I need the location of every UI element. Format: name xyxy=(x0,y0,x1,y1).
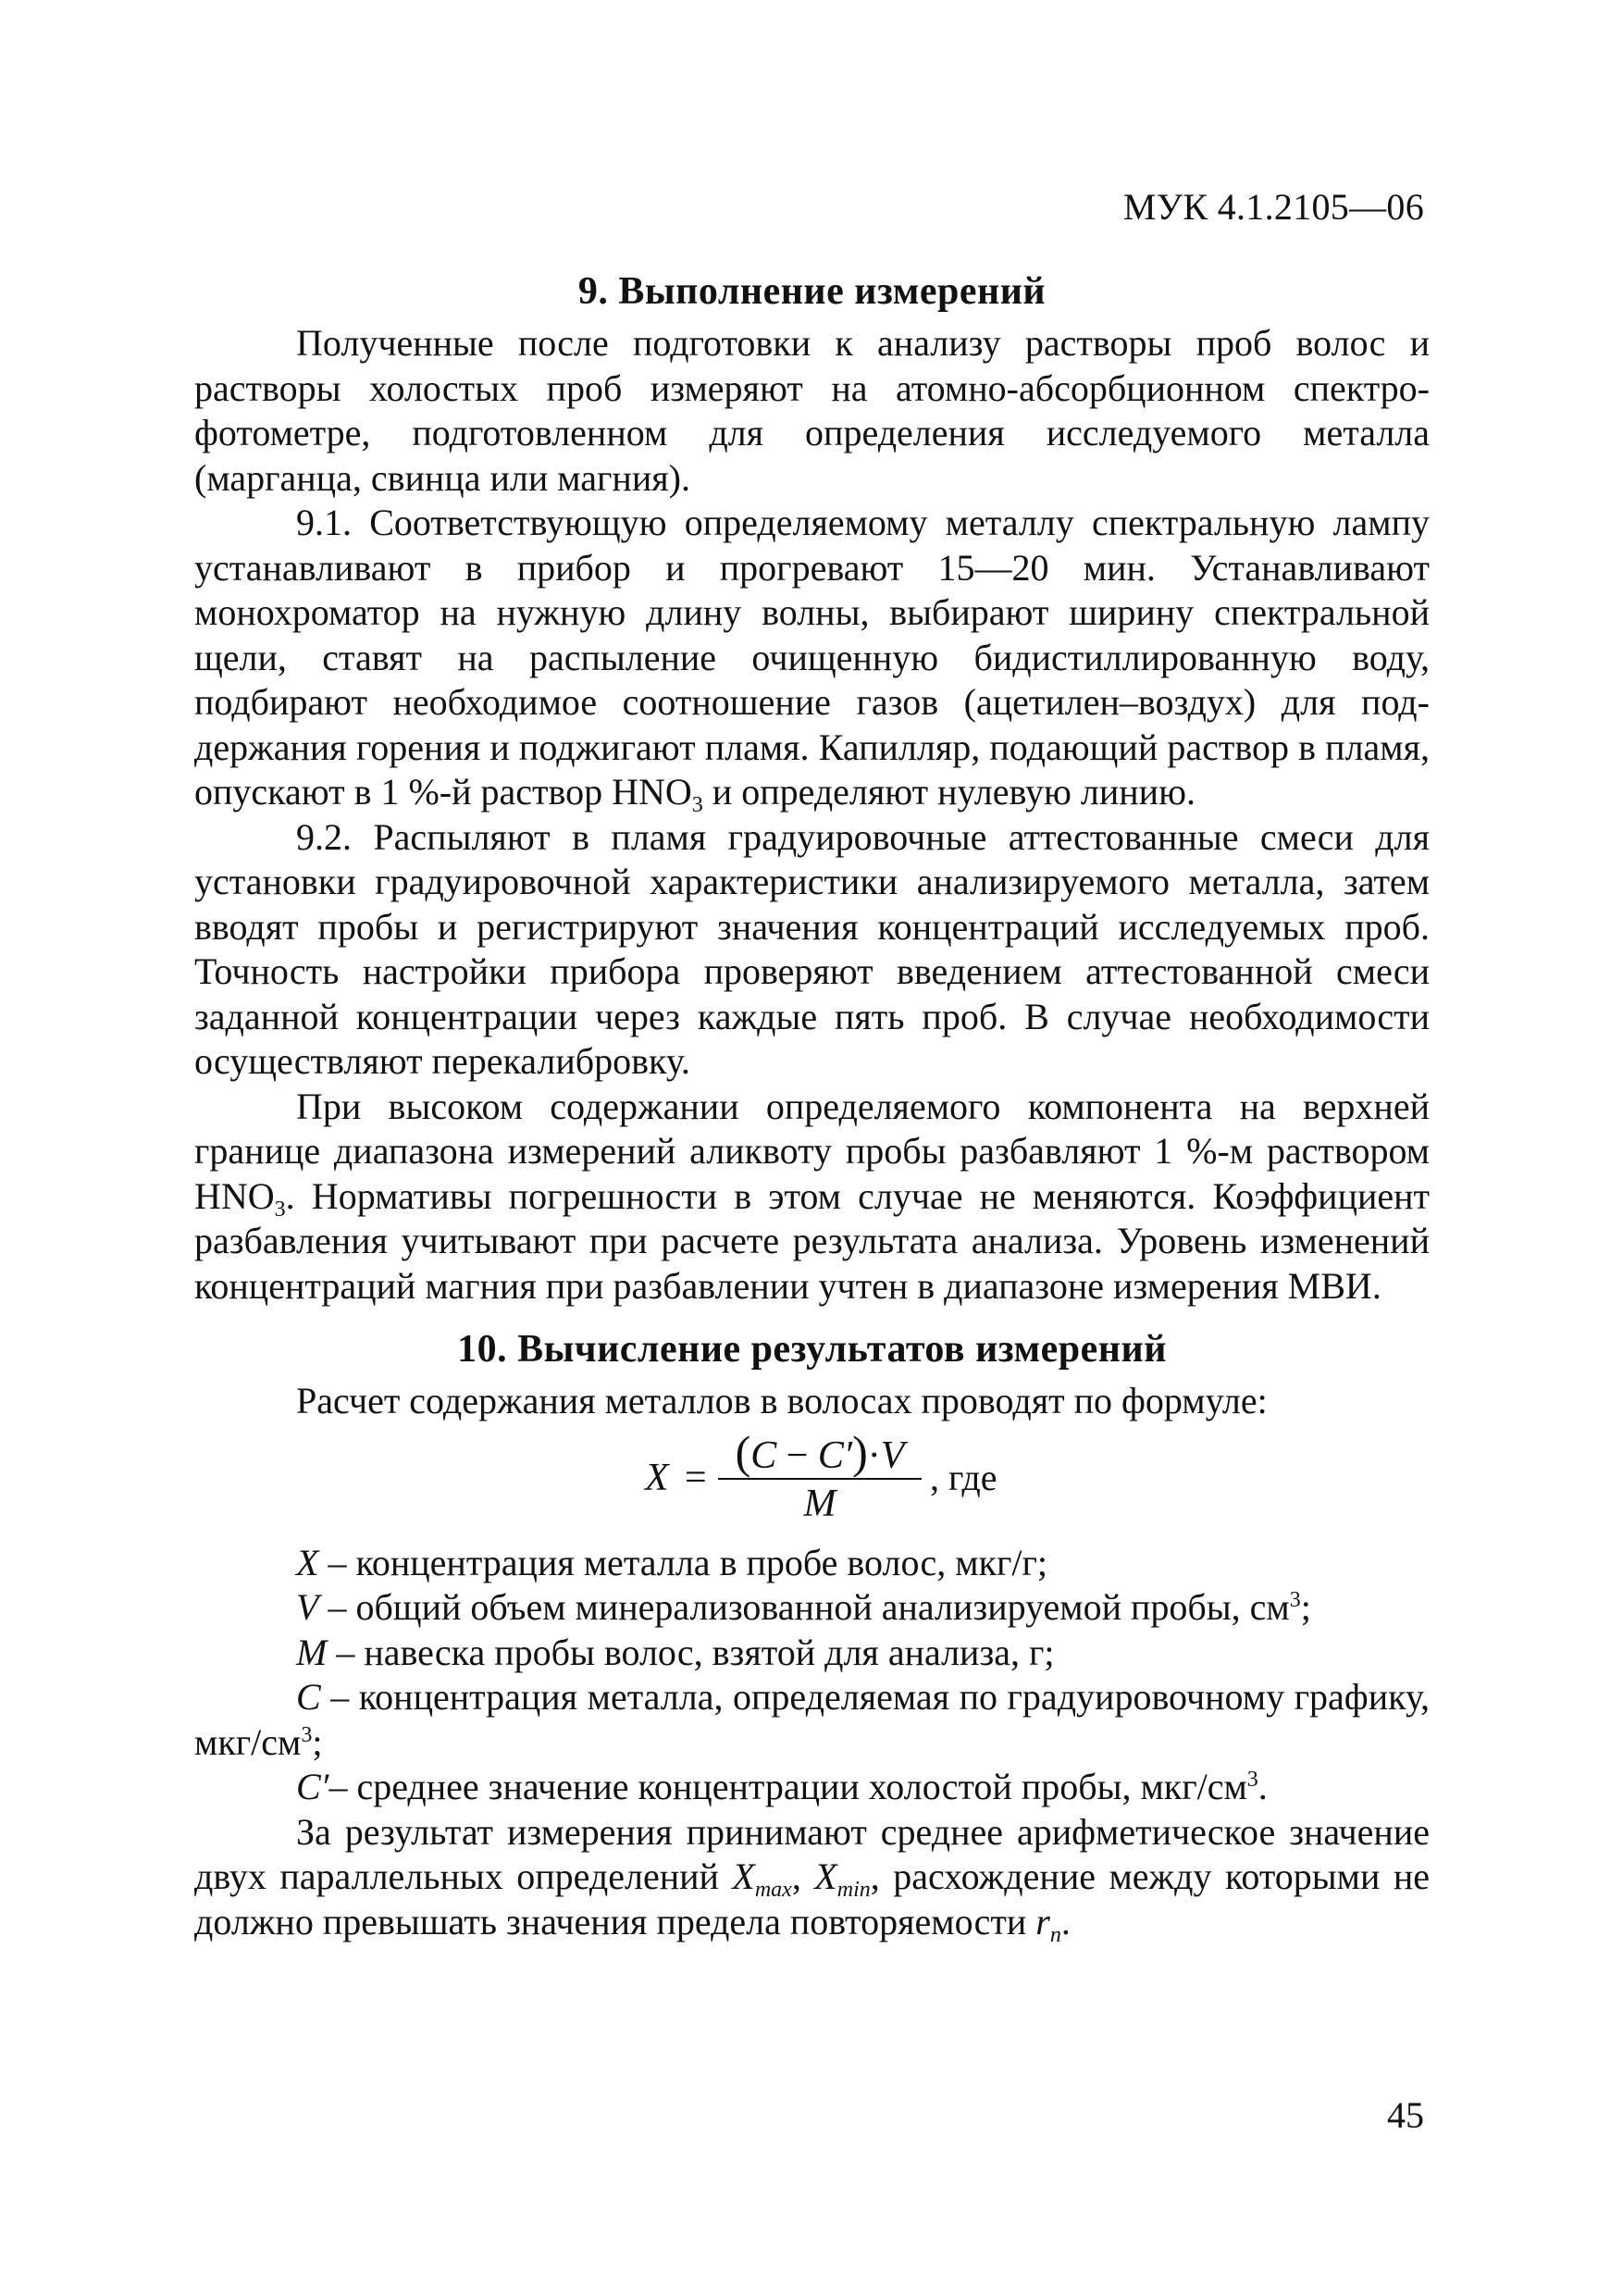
symbol: M xyxy=(296,1631,328,1673)
formula-intro: Расчет содержания металлов в волосах проводят по формуле: xyxy=(296,1380,1268,1421)
definition-text: – навеска пробы волос, взятой для анализа, г; xyxy=(327,1631,1055,1673)
definition-x xyxy=(194,1541,1430,1586)
symbol: r xyxy=(1035,1900,1050,1942)
definition-text: – концентрация металла в пробе волос, мкг/г; xyxy=(318,1541,1048,1583)
definition-text: – среднее значение концентрации холостой пробы, мкг/см xyxy=(328,1766,1247,1807)
definition-tail: . xyxy=(1258,1766,1268,1807)
paragraph-text: 9.1. Соответствующую определяемому металлу спектральную лампу устанавливают в прибор и прогревают 15—20 мин. Устанавливают монохроматор на нужную длину волны, выбирают ширину спектральной щели, ставят на распыление очищенную бидистиллированную воду, подбирают необходимое соотношение газов (ацетилен–воздух) для поддержания горения и поджигают пламя. Капилляр, подающий раствор в пламя, опускают в 1 %-й раствор HNO xyxy=(194,502,1430,813)
page-content xyxy=(194,264,1431,1947)
definition-c xyxy=(194,1675,1430,1765)
subscript: 3 xyxy=(274,1197,286,1222)
document-code-header: МУК 4.1.2105—06 xyxy=(1122,186,1424,228)
paragraph-text: При высоком содержании определяемого компонента на верхней границе диапазона измерений аликвоту пробы разбавляют 1 %-м раствором HNO xyxy=(194,1085,1430,1217)
symbol: X xyxy=(296,1541,319,1583)
subscript: max xyxy=(754,1878,792,1902)
section-9-dilution-paragraph xyxy=(194,1085,1430,1309)
section-9-1-paragraph xyxy=(194,501,1430,815)
formula-numerator xyxy=(718,1425,922,1479)
symbol: V xyxy=(296,1586,319,1628)
definition-text: – концентрация металла, определяемая по градуировочному графику, мкг/см xyxy=(194,1676,1430,1763)
definition-c-prime xyxy=(194,1765,1430,1810)
section-9-2-paragraph: 9.2. Распыляют в пламя градуировочные аттестованные смеси для установки градуировочной характеристики анализируемого металла, затем вводят пробы и регистрируют значения концентраций исследуемых проб. Точность настройки прибора проверяют введением аттестованной смеси заданной концентрации через каждые пять проб. В случае необходимости осуществляют перекалибровку. xyxy=(194,815,1430,1082)
definition-tail: ; xyxy=(1300,1586,1311,1628)
paragraph-text: За результат измерения принимают среднее арифметическое значение двух параллельных определений xyxy=(194,1810,1430,1897)
paragraph-text: и определяют нулевую линию. xyxy=(702,771,1196,813)
operator: − xyxy=(776,1433,818,1477)
section-10-title: 10. Вычисление результатов измерений xyxy=(457,1328,1167,1371)
operator: · xyxy=(867,1433,881,1477)
subscript: min xyxy=(836,1878,871,1902)
section-9-title: 9. Выполнение измерений xyxy=(577,270,1047,313)
definition-text: – общий объем минерализованной анализируемой пробы, см xyxy=(318,1586,1290,1628)
symbol: C xyxy=(750,1433,777,1477)
separator: , xyxy=(791,1855,815,1897)
section-9-paragraph-1: Полученные после подготовки к анализу растворы проб волос и растворы холостых проб измеряют на атомно-абсорбционном спектрофотометре, подготовленном для определения исследуемого металла (марганца, свинца или магния). xyxy=(194,322,1430,499)
symbol: C′ xyxy=(817,1433,853,1477)
subscript: 3 xyxy=(691,793,703,817)
definition-v xyxy=(194,1585,1430,1631)
formula-equals: = xyxy=(685,1456,707,1499)
symbol: C xyxy=(296,1676,321,1718)
paren: ) xyxy=(852,1425,868,1478)
symbol: X xyxy=(732,1855,755,1897)
definition-tail: ; xyxy=(312,1720,323,1763)
fraction-bar xyxy=(718,1478,922,1480)
paragraph-end: . xyxy=(1060,1900,1071,1942)
formula-lhs: X xyxy=(645,1456,669,1499)
page-number: 45 xyxy=(1387,2094,1424,2136)
superscript: 3 xyxy=(301,1722,313,1747)
superscript: 3 xyxy=(1246,1768,1258,1792)
formula xyxy=(194,1425,1430,1533)
symbol: V xyxy=(880,1433,905,1477)
definition-m xyxy=(194,1631,1430,1676)
symbol: X xyxy=(814,1855,837,1897)
superscript: 3 xyxy=(1289,1588,1301,1612)
paragraph-text: , расхождение между которыми не должно превышать значения предела повторяемости xyxy=(194,1855,1431,1942)
paren: ( xyxy=(735,1425,751,1478)
formula-denominator: M xyxy=(803,1482,836,1525)
formula-where: , где xyxy=(930,1456,997,1498)
paragraph-text: . Нормативы погрешности в этом случае не меняются. Коэффициент разбавления учитывают при расчете результата анализа. Уровень изменений концентраций магния при разбавлении учтен в диапазоне измерения МВИ. xyxy=(194,1174,1430,1307)
subscript: n xyxy=(1049,1922,1061,1947)
symbol: C′ xyxy=(296,1766,329,1807)
result-paragraph xyxy=(194,1810,1430,1945)
